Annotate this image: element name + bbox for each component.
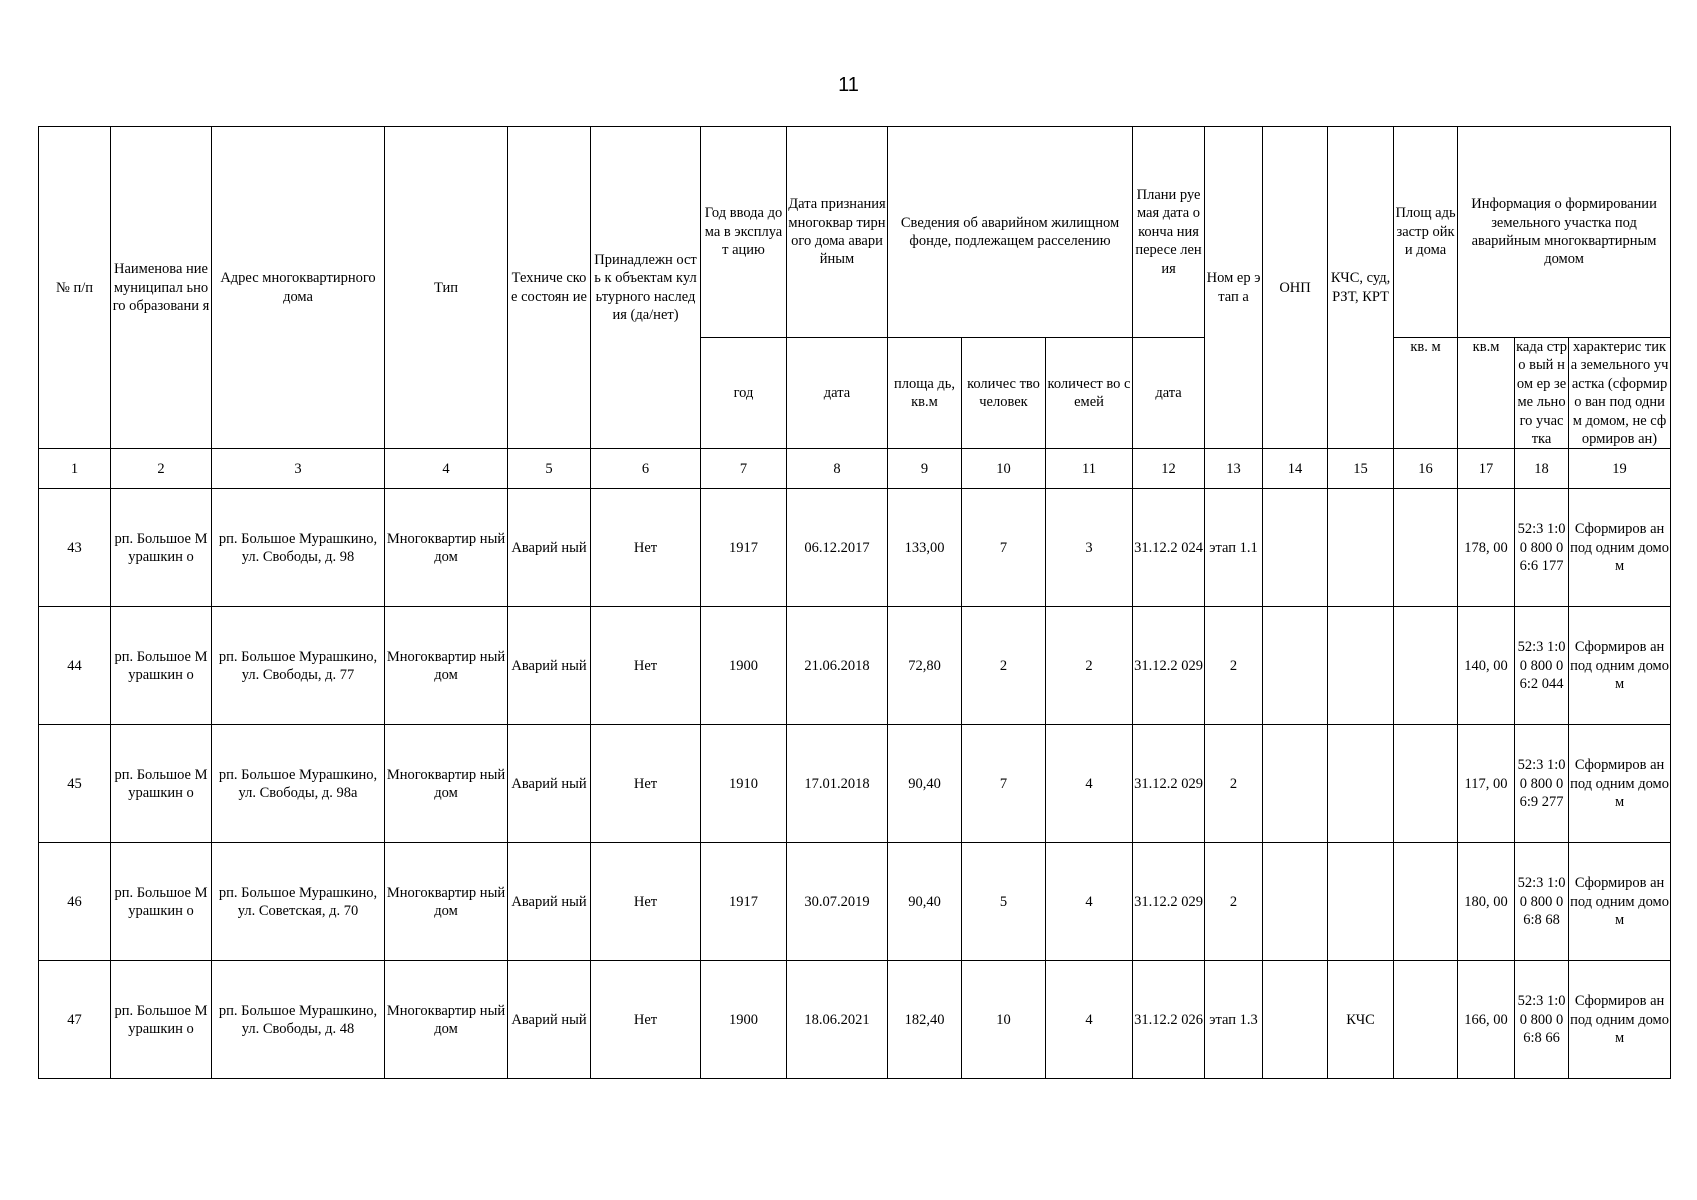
resettlement-date-cell: 31.12.2 029 xyxy=(1133,843,1205,961)
subheader-family-count: количест во семей xyxy=(1046,338,1133,449)
plot-characteristic-cell: Сформиров ан под одним домом xyxy=(1569,961,1671,1079)
column-number: 9 xyxy=(888,449,962,489)
recognition-date-cell: 21.06.2018 xyxy=(787,607,888,725)
plot-area-cell: 178, 00 xyxy=(1458,489,1515,607)
emergency-area-cell: 90,40 xyxy=(888,725,962,843)
header-onp: ОНП xyxy=(1263,127,1328,449)
heritage-status-cell: Нет xyxy=(591,607,701,725)
cadastral-number-cell: 52:3 1:00 800 06:9 277 xyxy=(1515,725,1569,843)
column-numbers-row xyxy=(39,449,1671,489)
cadastral-number-cell: 52:3 1:00 800 06:8 66 xyxy=(1515,961,1569,1079)
subheader-area-unit: кв. м xyxy=(1394,338,1458,449)
technical-condition-cell: Аварий ный xyxy=(508,489,591,607)
subheader-plot-characteristic: характерис тика земельного участка (сформиро ван под одним домом, не сформиров ан) xyxy=(1569,338,1671,449)
table-row xyxy=(39,961,1671,1079)
header-type: Тип xyxy=(385,127,508,449)
building-area-cell xyxy=(1394,489,1458,607)
building-type-cell: Многоквартир ный дом xyxy=(385,961,508,1079)
plot-characteristic-cell: Сформиров ан под одним домом xyxy=(1569,725,1671,843)
emergency-area-cell: 133,00 xyxy=(888,489,962,607)
subheader-resettlement-date: дата xyxy=(1133,338,1205,449)
address-cell: рп. Большое Мурашкино, ул. Советская, д. 70 xyxy=(212,843,385,961)
people-count-cell: 10 xyxy=(962,961,1046,1079)
stage-number-cell: 2 xyxy=(1205,607,1263,725)
column-number: 8 xyxy=(787,449,888,489)
year-commissioned-cell: 1900 xyxy=(701,607,787,725)
address-cell: рп. Большое Мурашкино, ул. Свободы, д. 98 xyxy=(212,489,385,607)
column-number: 15 xyxy=(1328,449,1394,489)
plot-area-cell: 180, 00 xyxy=(1458,843,1515,961)
onp-cell xyxy=(1263,961,1328,1079)
cadastral-number-cell: 52:3 1:00 800 06:2 044 xyxy=(1515,607,1569,725)
heritage-status-cell: Нет xyxy=(591,489,701,607)
kchs-cell xyxy=(1328,725,1394,843)
recognition-date-cell: 18.06.2021 xyxy=(787,961,888,1079)
year-commissioned-cell: 1910 xyxy=(701,725,787,843)
header-address: Адрес многоквартирного дома xyxy=(212,127,385,449)
municipality-cell: рп. Большое Мурашкин о xyxy=(111,607,212,725)
recognition-date-cell: 30.07.2019 xyxy=(787,843,888,961)
people-count-cell: 7 xyxy=(962,725,1046,843)
heritage-status-cell: Нет xyxy=(591,725,701,843)
column-number: 7 xyxy=(701,449,787,489)
subheader-area: площа дь, кв.м xyxy=(888,338,962,449)
municipality-cell: рп. Большое Мурашкин о xyxy=(111,843,212,961)
plot-area-cell: 140, 00 xyxy=(1458,607,1515,725)
onp-cell xyxy=(1263,607,1328,725)
building-type-cell: Многоквартир ный дом xyxy=(385,843,508,961)
column-number: 13 xyxy=(1205,449,1263,489)
column-number: 19 xyxy=(1569,449,1671,489)
column-number: 17 xyxy=(1458,449,1515,489)
stage-number-cell: этап 1.3 xyxy=(1205,961,1263,1079)
cadastral-number-cell: 52:3 1:00 800 06:6 177 xyxy=(1515,489,1569,607)
stage-number-cell: 2 xyxy=(1205,843,1263,961)
column-number: 14 xyxy=(1263,449,1328,489)
year-commissioned-cell: 1917 xyxy=(701,489,787,607)
column-number: 5 xyxy=(508,449,591,489)
header-year-commissioned: Год ввода дома в эксплуат ацию xyxy=(701,127,787,338)
stage-number-cell: 2 xyxy=(1205,725,1263,843)
building-type-cell: Многоквартир ный дом xyxy=(385,725,508,843)
stage-number-cell: этап 1.1 xyxy=(1205,489,1263,607)
subheader-date: дата xyxy=(787,338,888,449)
plot-characteristic-cell: Сформиров ан под одним домом xyxy=(1569,843,1671,961)
column-number: 1 xyxy=(39,449,111,489)
row-number-cell: 47 xyxy=(39,961,111,1079)
header-condition: Техниче ское состоян ие xyxy=(508,127,591,449)
technical-condition-cell: Аварий ный xyxy=(508,607,591,725)
cadastral-number-cell: 52:3 1:00 800 06:8 68 xyxy=(1515,843,1569,961)
heritage-status-cell: Нет xyxy=(591,843,701,961)
municipality-cell: рп. Большое Мурашкин о xyxy=(111,961,212,1079)
building-area-cell xyxy=(1394,725,1458,843)
header-row xyxy=(39,127,1671,338)
plot-area-cell: 166, 00 xyxy=(1458,961,1515,1079)
onp-cell xyxy=(1263,843,1328,961)
onp-cell xyxy=(1263,489,1328,607)
resettlement-date-cell: 31.12.2 026 xyxy=(1133,961,1205,1079)
emergency-area-cell: 90,40 xyxy=(888,843,962,961)
row-number-cell: 43 xyxy=(39,489,111,607)
family-count-cell: 4 xyxy=(1046,961,1133,1079)
row-number-cell: 45 xyxy=(39,725,111,843)
kchs-cell xyxy=(1328,489,1394,607)
family-count-cell: 4 xyxy=(1046,843,1133,961)
year-commissioned-cell: 1900 xyxy=(701,961,787,1079)
building-area-cell xyxy=(1394,607,1458,725)
row-number-cell: 44 xyxy=(39,607,111,725)
people-count-cell: 5 xyxy=(962,843,1046,961)
resettlement-date-cell: 31.12.2 029 xyxy=(1133,725,1205,843)
address-cell: рп. Большое Мурашкино, ул. Свободы, д. 77 xyxy=(212,607,385,725)
resettlement-date-cell: 31.12.2 024 xyxy=(1133,489,1205,607)
people-count-cell: 2 xyxy=(962,607,1046,725)
table-row xyxy=(39,607,1671,725)
family-count-cell: 2 xyxy=(1046,607,1133,725)
column-number: 16 xyxy=(1394,449,1458,489)
page-number: 11 xyxy=(838,74,859,96)
kchs-cell xyxy=(1328,843,1394,961)
row-number-cell: 46 xyxy=(39,843,111,961)
emergency-area-cell: 182,40 xyxy=(888,961,962,1079)
kchs-cell xyxy=(1328,607,1394,725)
technical-condition-cell: Аварий ный xyxy=(508,843,591,961)
onp-cell xyxy=(1263,725,1328,843)
building-area-cell xyxy=(1394,961,1458,1079)
plot-characteristic-cell: Сформиров ан под одним домом xyxy=(1569,607,1671,725)
resettlement-date-cell: 31.12.2 029 xyxy=(1133,607,1205,725)
header-recognition-date: Дата признания многоквар тирного дома аварийным xyxy=(787,127,888,338)
emergency-housing-table xyxy=(38,126,1671,1079)
emergency-area-cell: 72,80 xyxy=(888,607,962,725)
heritage-status-cell: Нет xyxy=(591,961,701,1079)
subheader-cadastral-number: када стро вый ном ер земе льно го учас тка xyxy=(1516,339,1567,448)
municipality-cell: рп. Большое Мурашкин о xyxy=(111,725,212,843)
plot-area-cell: 117, 00 xyxy=(1458,725,1515,843)
address-cell: рп. Большое Мурашкино, ул. Свободы, д. 98а xyxy=(212,725,385,843)
column-number: 6 xyxy=(591,449,701,489)
plot-characteristic-cell: Сформиров ан под одним домом xyxy=(1569,489,1671,607)
header-stage-number: Ном ер этап а xyxy=(1205,127,1263,449)
recognition-date-cell: 06.12.2017 xyxy=(787,489,888,607)
header-emergency-fund: Сведения об аварийном жилищном фонде, подлежащем расселению xyxy=(888,127,1133,338)
header-land-plot-info: Информация о формировании земельного участка под аварийным многоквартирным домом xyxy=(1458,127,1671,338)
header-municipality: Наименова ние муниципал ьного образовани я xyxy=(111,127,212,449)
column-number: 4 xyxy=(385,449,508,489)
header-number: № п/п xyxy=(39,127,111,449)
header-building-area: Площ адь застр ойки дома xyxy=(1394,127,1458,338)
family-count-cell: 4 xyxy=(1046,725,1133,843)
technical-condition-cell: Аварий ный xyxy=(508,961,591,1079)
column-number: 11 xyxy=(1046,449,1133,489)
subheader-plot-area-unit: кв.м xyxy=(1458,338,1515,449)
table-row xyxy=(39,725,1671,843)
column-number: 10 xyxy=(962,449,1046,489)
kchs-cell: КЧС xyxy=(1328,961,1394,1079)
subheader-year: год xyxy=(701,338,787,449)
building-type-cell: Многоквартир ный дом xyxy=(385,489,508,607)
building-type-cell: Многоквартир ный дом xyxy=(385,607,508,725)
header-resettlement-date: Плани руемая дата оконча ния пересе ления xyxy=(1133,127,1205,338)
header-heritage: Принадлежн ость к объектам культурного наследия (да/нет) xyxy=(591,127,701,449)
column-number: 2 xyxy=(111,449,212,489)
family-count-cell: 3 xyxy=(1046,489,1133,607)
building-area-cell xyxy=(1394,843,1458,961)
technical-condition-cell: Аварий ный xyxy=(508,725,591,843)
year-commissioned-cell: 1917 xyxy=(701,843,787,961)
people-count-cell: 7 xyxy=(962,489,1046,607)
table-row xyxy=(39,489,1671,607)
subheader-people-count: количес тво человек xyxy=(962,338,1046,449)
column-number: 18 xyxy=(1515,449,1569,489)
address-cell: рп. Большое Мурашкино, ул. Свободы, д. 48 xyxy=(212,961,385,1079)
column-number: 3 xyxy=(212,449,385,489)
header-kchs: КЧС, суд, РЗТ, КРТ xyxy=(1328,127,1394,449)
table-row xyxy=(39,843,1671,961)
municipality-cell: рп. Большое Мурашкин о xyxy=(111,489,212,607)
recognition-date-cell: 17.01.2018 xyxy=(787,725,888,843)
column-number: 12 xyxy=(1133,449,1205,489)
